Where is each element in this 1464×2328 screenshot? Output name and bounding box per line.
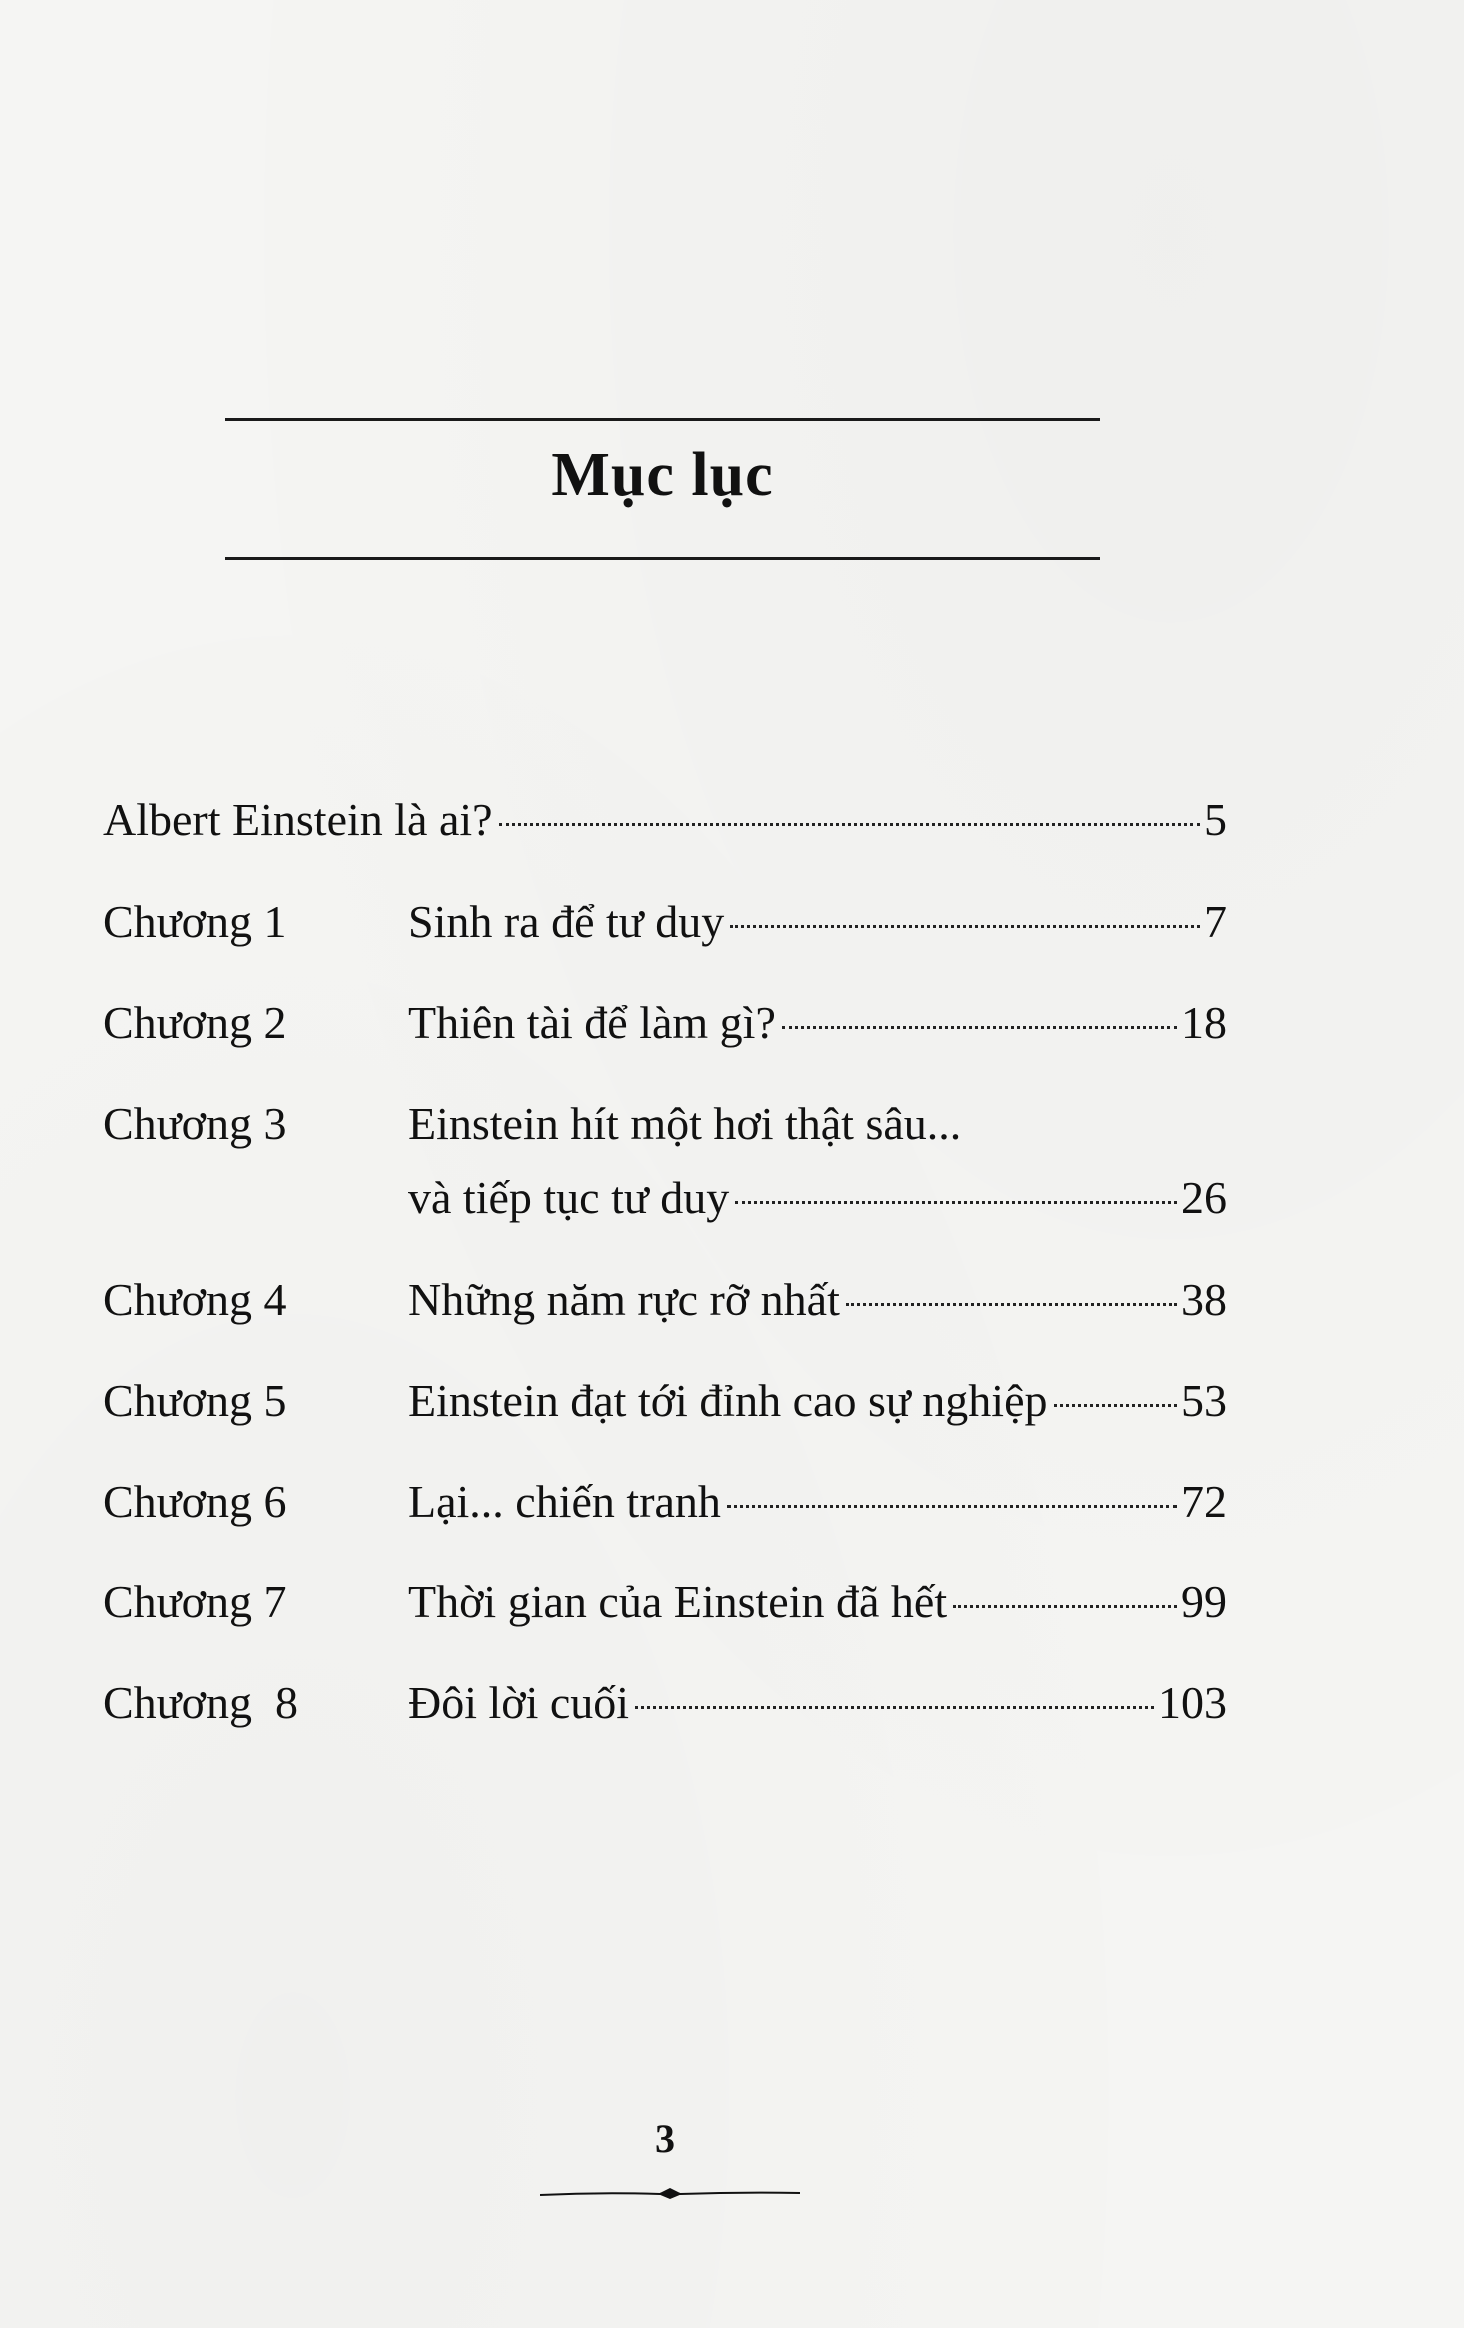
toc-entry-label: Sinh ra để tư duy [408,896,725,947]
chapter-label: Chương 6 [103,1476,287,1527]
toc-entry-intro[interactable] [103,790,1227,850]
dot-leader [782,1026,1177,1029]
dot-leader [1054,1404,1178,1407]
toc-entry-label-line-2: và tiếp tục tư duy [408,1172,730,1223]
toc-entry-label: Những năm rực rỡ nhất [408,1274,840,1325]
toc-entry-label: Đôi lời cuối [408,1677,630,1728]
chapter-label: Chương 1 [103,896,287,947]
dot-leader [846,1303,1177,1306]
chapter-label: Chương 5 [103,1375,287,1426]
toc-entry-chapter-4[interactable] [103,1270,1227,1330]
dot-leader [499,823,1200,826]
dot-leader [727,1505,1177,1508]
toc-entry-chapter-3[interactable] [103,1094,1227,1154]
toc-entry-label: Thiên tài để làm gì? [408,997,776,1048]
toc-page-number: 99 [1181,1576,1227,1627]
toc-entry-chapter-7[interactable] [103,1572,1227,1632]
dot-leader [953,1605,1177,1608]
toc-entry-chapter-3-continued[interactable] [103,1168,1227,1228]
dot-leader [735,1201,1177,1204]
toc-entry-label: Lại... chiến tranh [408,1476,721,1527]
toc-page-number: 53 [1181,1375,1227,1426]
chapter-label: Chương 3 [103,1098,287,1149]
dot-leader [635,1706,1154,1709]
dot-leader [730,925,1200,928]
toc-entry-chapter-6[interactable] [103,1472,1227,1532]
chapter-label: Chương 8 [103,1677,298,1728]
toc-page-number: 18 [1181,997,1227,1048]
chapter-label: Chương 7 [103,1576,287,1627]
toc-entry-label: Albert Einstein là ai? [103,794,493,845]
toc-entry-chapter-5[interactable] [103,1371,1227,1431]
toc-page-number: 26 [1181,1172,1227,1223]
page-title: Mục lục [551,441,774,509]
toc-entry-label: Thời gian của Einstein đã hết [408,1576,948,1627]
chapter-label: Chương 4 [103,1274,287,1325]
toc-page-number: 7 [1204,896,1227,947]
chapter-label: Chương 2 [103,997,287,1048]
title-top-rule [225,418,1100,421]
page-number: 3 [655,2116,675,2161]
toc-page-number: 38 [1181,1274,1227,1325]
toc-page-number: 5 [1204,794,1227,845]
toc-entry-chapter-1[interactable] [103,892,1227,952]
toc-entry-chapter-2[interactable] [103,993,1227,1053]
toc-entry-label-line-1: Einstein hít một hơi thật sâu... [408,1098,962,1149]
title-bottom-rule [225,557,1100,560]
toc-page-number: 103 [1158,1677,1227,1728]
ornament-divider-icon [540,2187,800,2201]
toc-page-number: 72 [1181,1476,1227,1527]
toc-entry-chapter-8[interactable] [103,1673,1227,1733]
toc-entry-label: Einstein đạt tới đỉnh cao sự nghiệp [408,1375,1048,1426]
